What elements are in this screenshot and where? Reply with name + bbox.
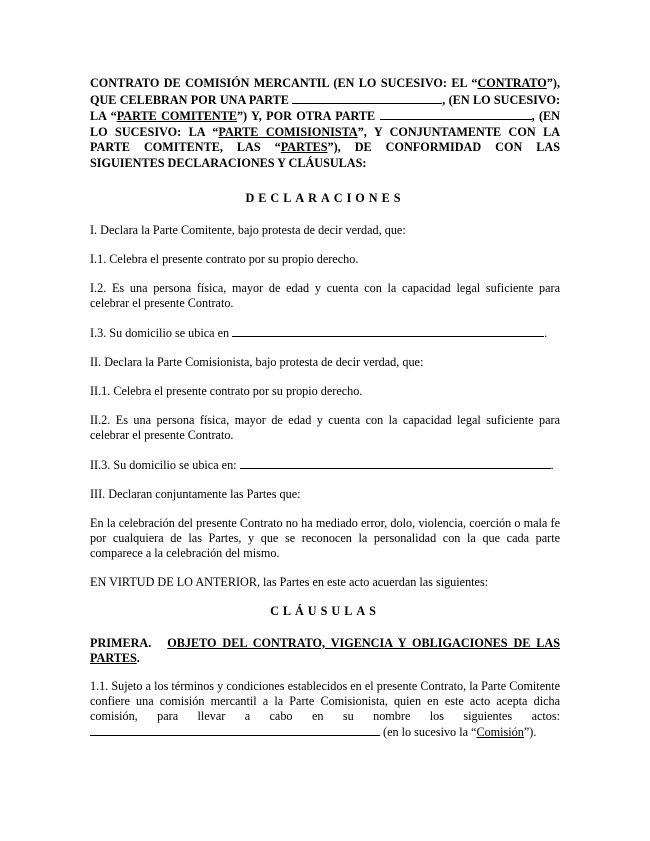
term-parte-comisionista: PARTE COMISIONISTA (218, 124, 358, 139)
declaration-i2: I.2. Es una persona física, mayor de edad y cuenta con la capacidad legal suficiente para celebrar el presente Contrato. (90, 280, 560, 310)
term-comision: Comisión (476, 724, 524, 739)
clause-primera-title-end: . (136, 650, 140, 665)
declaration-ii: II. Declara la Parte Comisionista, bajo protesta de decir verdad, que: (90, 354, 424, 369)
virtud-text: EN VIRTUD DE LO ANTERIOR, las Partes en este acto acuerdan las siguientes: (90, 574, 489, 589)
term-parte-comitente: PARTE COMITENTE (116, 109, 237, 124)
clause-1-1-tail-post: ”). (523, 724, 537, 739)
declaration-i3: I.3. Su domicilio se ubica en . (90, 325, 548, 340)
declaration-i1: I.1. Celebra el presente contrato por su propio derecho. (90, 251, 359, 266)
blank-line-address-1 (232, 325, 544, 337)
term-contrato: CONTRATO (477, 76, 547, 90)
declaration-ii2: II.2. Es una persona física, mayor de edad y cuenta con la capacidad legal suficiente para celebrar el presente Contrato. (90, 412, 560, 442)
intro-text: ”), QUE CELEBRAN POR UNA PARTE (90, 76, 560, 107)
declaration-ii3-label: II.3. Su domicilio se ubica en: (90, 457, 237, 472)
clause-1-1-tail (90, 724, 560, 740)
intro-text: , (EN LO SUCESIVO: LA “ (90, 109, 560, 139)
section-heading-clausulas: CLÁUSULAS (270, 603, 380, 618)
declaration-iii: III. Declaran conjuntamente las Partes que: (90, 486, 301, 501)
term-partes: PARTES (280, 140, 328, 155)
declaration-iii-text: En la celebración del presente Contrato no ha mediado error, dolo, violencia, coerción o mala fe por cualquiera de las Partes, y que se reconocen la personalidad con la que cada parte comparece a la celebración del mismo. (90, 515, 560, 560)
intro-text: ”, Y CONJUNTAMENTE CON LA PARTE COMITENTE, LAS “ (90, 124, 560, 155)
intro-text: (EN LO SUCESIVO: LA “ (90, 92, 561, 124)
intro-text: ”) Y, POR OTRA PARTE (236, 109, 376, 124)
document-page (90, 76, 560, 740)
declaration-ii3: II.3. Su domicilio se ubica en: . (90, 457, 554, 472)
section-heading-declaraciones: DECLARACIONES (245, 190, 405, 205)
intro-text: ”), DE CONFORMIDAD CON LAS SIGUIENTES DECLARACIONES Y CLÁUSULAS: (90, 140, 560, 170)
blank-line-party-2 (380, 108, 532, 120)
blank-line-party-1 (292, 92, 442, 104)
declaration-i3-label: I.3. Su domicilio se ubica en (90, 325, 230, 340)
blank-line-address-2 (240, 457, 551, 469)
clause-primera-title: OBJETO DEL CONTRATO, VIGENCIA Y OBLIGACIONES DE LAS PARTES (90, 635, 560, 665)
clause-primera-label: PRIMERA. (90, 635, 152, 650)
declaration-i: I. Declara la Parte Comitente, bajo protesta de decir verdad, que: (90, 222, 406, 237)
blank-line-acts (90, 724, 380, 736)
intro-text: CONTRATO DE COMISIÓN MERCANTIL (EN LO SUCESIVO: EL “ (90, 76, 478, 90)
clause-primera-heading (90, 636, 560, 666)
declaration-ii1: II.1. Celebra el presente contrato por su propio derecho. (90, 383, 363, 398)
contract-intro: CONTRATO DE COMISIÓN MERCANTIL (EN LO SUCESIVO: EL “CONTRATO”), QUE CELEBRAN POR UNA PARTE , (EN LO SUCESIVO: LA “PARTE COMITENTE”) Y, POR OTRA PARTE , (EN LO SUCESIVO: LA “PARTE COMISIONISTA”, Y CONJUNTAMENTE CON LA PARTE COMITENTE, LAS “PARTES”), DE CONFORMIDAD CON LAS SIGUIENTES DECLARACIONES Y CLÁUSULAS: (90, 76, 561, 170)
clause-1-1: 1.1. Sujeto a los términos y condiciones establecidos en el presente Contrato, la Parte Comitente confiere una comisión mercantil a la Parte Comisionista, quien en este acto acepta dicha comisión, para llevar a cabo en su nombre los siguientes actos: (90, 678, 560, 723)
clause-1-1-tail-pre: (en lo sucesivo la “ (383, 724, 477, 739)
